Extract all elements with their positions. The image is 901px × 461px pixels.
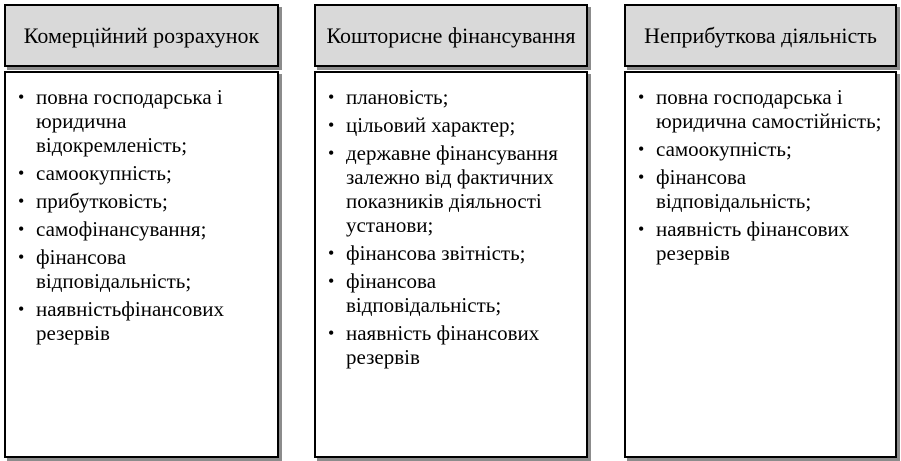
bullet-icon: • (18, 191, 25, 211)
bullet-icon: • (638, 219, 645, 239)
list-item (14, 297, 269, 345)
header-commercial-calculation (4, 4, 279, 67)
list-item-text: фінансова відповідальність; (656, 165, 812, 213)
column-commercial-calculation (4, 4, 279, 345)
list-item (324, 113, 578, 137)
list-item (324, 321, 578, 369)
list-item-text: фінансова звітність; (346, 241, 526, 265)
header-non-profit-activity (624, 4, 897, 67)
bullet-icon: • (18, 219, 25, 239)
list-item-text: самоокупність; (656, 137, 792, 161)
header-budget-financing (314, 4, 588, 67)
bullet-icon: • (18, 247, 25, 267)
list-item (14, 245, 269, 293)
list-item-text: повна господарська і юридична самостійність; (656, 85, 882, 133)
bullet-icon: • (638, 87, 645, 107)
list-item (324, 241, 578, 265)
header-title: Неприбуткова діяльність (644, 22, 877, 48)
list-box-commercial-calculation (4, 71, 279, 458)
list-item (14, 189, 269, 213)
bullet-icon: • (328, 323, 335, 343)
list-box-non-profit-activity (624, 71, 897, 458)
list-item-text: прибутковість; (36, 189, 168, 213)
list-item-text: плановість; (346, 85, 449, 109)
column-budget-financing (314, 4, 588, 369)
list-item (14, 217, 269, 241)
list-item-text: наявністьфінансових резервів (36, 297, 224, 345)
list-item (14, 85, 269, 157)
list-item (14, 161, 269, 185)
header-title: Кошторисне фінансування (326, 22, 576, 48)
list-item (634, 85, 887, 133)
list-item-text: наявність фінансових резервів (346, 321, 540, 369)
bullet-icon: • (328, 143, 335, 163)
list-item-text: наявність фінансових резервів (656, 217, 850, 265)
bullet-icon: • (328, 87, 335, 107)
bullet-icon: • (328, 243, 335, 263)
bullet-icon: • (18, 163, 25, 183)
list-item (324, 141, 578, 237)
bullet-icon: • (638, 167, 645, 187)
list-item (634, 137, 887, 161)
bullet-icon: • (328, 271, 335, 291)
bullet-icon: • (638, 139, 645, 159)
list-item (634, 165, 887, 213)
column-non-profit-activity (624, 4, 897, 265)
list-item (324, 85, 578, 109)
list-item-text: фінансова відповідальність; (36, 245, 192, 293)
list-item-text: самоокупність; (36, 161, 172, 185)
list-item-text: фінансова відповідальність; (346, 269, 502, 317)
header-title: Комерційний розрахунок (23, 22, 260, 48)
bullet-icon: • (328, 115, 335, 135)
list-item (324, 269, 578, 317)
list-item-text: самофінансування; (36, 217, 207, 241)
list-item-text: цільовий характер; (346, 113, 516, 137)
bullet-icon: • (18, 87, 25, 107)
list-item-text: державне фінансування залежно від фактичних показників діяльності установи; (346, 141, 558, 237)
list-item-text: повна господарська і юридична відокремленість; (36, 85, 223, 157)
list-box-budget-financing (314, 71, 588, 458)
list-item (634, 217, 887, 265)
bullet-icon: • (18, 299, 25, 319)
